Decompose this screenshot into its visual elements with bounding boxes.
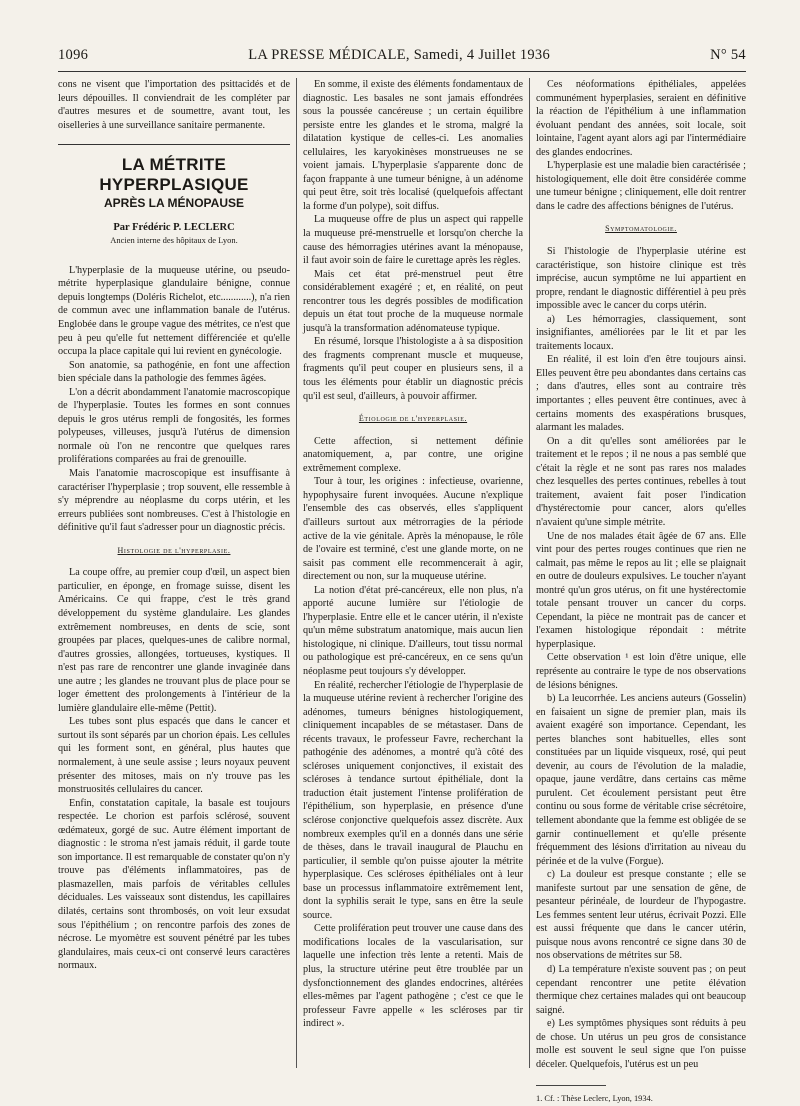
footnote: 1. Cf. : Thèse Leclerc, Lyon, 1934. [536,1094,653,1104]
paragraph: Cette observation ¹ est loin d'être unique, elle représente au contraire le type de nos observations de lésions bénignes. [536,652,746,691]
article-author: Par Frédéric P. LECLERC [113,221,235,233]
section-heading: Symptomatologie. [605,224,677,234]
paragraph: Enfin, constatation capitale, la basale est toujours respectée. Le chorion est parfois sclérosé, souvent œdémateux, gorgé de suc. Autre élément important de diagnostic : le stroma n'est jamais réduit, il garde toute son importance. Il est remarquable de constater qu'on n'y trouve pas d'éléments inflammatoires, pas de plasmazellen, mais parfois de véritables cellules déciduales. Les vaisseaux sont distendus, les capillaires dilatés, certains sont thrombosés, on voit leur exsudat sous l'épithélium ; on rencontre parfois des zones de nécrose. Le myomètre est souvent pénétré par les tubes glandulaires, mais ceux-ci ont conservé leurs caractères normaux. [58,797,290,972]
paragraph: Les tubes sont plus espacés que dans le cancer et surtout ils sont séparés par un chorion épais. Les cellules qui les forment sont, en général, plus hautes que normalement, à une seule assise ; leurs noyaux peuvent présenter des mitoses, mais on n'y trouve pas les monstruosités cellulaires du cancer. [58,716,290,796]
paragraph: En résumé, lorsque l'histologiste a à sa disposition des fragments comprenant muscle et muqueuse, fragments qu'il peut couper en plusieurs sens, il a tous les éléments pour établir un diagnostic précis qu'il est seul, d'ailleurs, à pouvoir affirmer. [303,336,523,402]
paragraph: Cette affection, si nettement définie anatomiquement, a, par contre, une origine extrêmement complexe. [303,435,523,474]
paragraph: La notion d'état pré-cancéreux, elle non plus, n'a apporté aucune lumière sur l'étiologie de l'hyperplasie. Entre elle et le cancer utérin, il n'existe qu'un même substratum anatomique, mais aucun lien histologique, ni clinique. D'ailleurs, tout tissu normal ou pathologique est pré-cancéreux, en ce sens qu'un néoplasme peut toujours s'y développer. [303,584,523,677]
paragraph: Son anatomie, sa pathogénie, en font une affection bien spéciale dans la pathologie des femmes âgées. [58,359,290,385]
paragraph: On a dit qu'elles sont améliorées par le traitement et le repos ; il ne nous a pas semblé que c'était la règle et ne sont pas rares nos malades chez lesquelles des pertes continues, rebelles à tout traitement, avaient fait poser l'indication d'hystérectomie pour cancer, alors qu'elles n'avaient qu'une simple métrite. [536,435,746,528]
paragraph: d) La température n'existe souvent pas ; on peut cependant rencontrer une petite élévation thermique chez certaines malades qui ont beaucoup saigné. [536,964,746,1016]
paragraph: La muqueuse offre de plus un aspect qui rappelle la muqueuse pré-menstruelle et lorsqu'on cherche la cause des hémorragies utérines avant la ménopause, il faut avoir soin de faire le curettage après les règles. [303,214,523,267]
article-title: LA MÉTRITE HYPERPLASIQUE [99,155,249,195]
column-1 [58,78,290,973]
paragraph: b) La leucorrhée. Les anciens auteurs (Gosselin) en faisaient un signe de premier plan, mais ils avaient exagéré son importance. Cependant, les pertes blanches sont habituelles, elles sont constituées par un liquide visqueux, rosé, qui peut devenir, au cours de l'évolution de la maladie, opaque, jaune verdâtre, dans certains cas même purulent. Cet écoulement persistant peut être continu ou sous forme de véritable crise sécrétoire, tellement abondante que la femme est obligée de se garnir continuellement et qu'elle présente fréquemment des lésions d'irritation au niveau du périnée et de la vulve (Forgue). [536,693,746,867]
paragraph: Cette prolifération peut trouver une cause dans des modifications locales de la vascularisation, sur laquelle une infection très lente a retenti. Mais de plus, la structure utérine peut être troublée par un dysfonctionnement des glandes endocrines, altérées elles-mêmes par l'agent pathogène ; c'est ce que le professeur Favre appelle « les scléroses par tir indirect ». [303,923,523,1030]
issue-number: N° 54 [710,47,746,63]
column-2 [303,78,523,1031]
header-rule [58,71,746,72]
paragraph: Ces néoformations épithéliales, appelées communément hyperplasies, seraient en définitive la réaction de l'épithélium à une inflammation évoluant pendant des années, soit locale, soit lointaine, l'agent ayant alors agi par l'intermédiaire des glandes endocrines. [536,79,746,158]
author-affiliation: Ancien interne des hôpitaux de Lyon. [110,235,238,246]
column-divider [296,78,297,1068]
paragraph: a) Les hémorragies, classiquement, sont insignifiantes, améliorées par le lit et par les traitements locaux. [536,313,746,352]
column-3 [536,78,746,1106]
paragraph: Si l'histologie de l'hyperplasie utérine est caractéristique, son histoire clinique est très imprécise, aucun symptôme ne lui appartient en propre, rendant le diagnostic différentiel à peu près impossible avec le cancer du corps utérin. [536,246,746,312]
paragraph: La coupe offre, au premier coup d'œil, un aspect bien particulier, en éponge, en fromage suisse, disent les Américains. Ce qui frappe, c'est le très grand développement du système glandulaire. Les glandes extrêmement nombreuses, en dents de scie, sont groupées par places, quelques-unes de calibre normal, d'autres grossies, allongées, tortueuses, kystiques. Il n'est pas rare de rencontrer une glande invaginée dans une autre ; les glandes ne trouvant plus de place pour se loger émettent des prolongements à l'intérieur de la lumière glandulaire elle-même (Pettit). [58,567,290,714]
column-divider [529,78,530,1068]
journal-title: LA PRESSE MÉDICALE, Samedi, 4 Juillet 1936 [248,47,551,63]
paragraph: L'on a décrit abondamment l'anatomie macroscopique de l'hyperplasie. Toutes les formes en sont connues depuis le gros utérus rempli de fongosités, les formes polypeuses, villeuses, jusqu'à l'utérus de dimension normale où l'on ne rencontre que quelques rares proliférations comparées au frai de grenouille. [58,386,290,466]
paragraph: Mais cet état pré-menstruel peut être considérablement exagéré ; et, en réalité, on peut rencontrer tous les degrés possibles de modification depuis un état tout proche de la muqueuse normale jusqu'à la transformation adénomateuse typique. [303,268,523,334]
paragraph: Tour à tour, les origines : infectieuse, ovarienne, hypophysaire furent invoquées. Aucune n'explique l'ensemble des cas observés, elles s'appliquent d'ailleurs surtout aux métrorragies de la période active de la vie génitale. Après la ménopause, le rôle de l'ovaire est terminé, c'est une glande morte, on ne saisit pas comment elle recommencerait à agir, directement ou non, sur la muqueuse utérine. [303,476,523,583]
footnote-separator [536,1085,606,1086]
paragraph: cons ne visent que l'importation des psittacidés et de leurs dépouilles. Il conviendrait de les compléter par d'autres mesures et de soumettre, avant tout, les oiselleries à une surveillance sanitaire permanente. [58,79,290,131]
section-heading: Étiologie de l'hyperplasie. [358,414,468,424]
paragraph: L'hyperplasie de la muqueuse utérine, ou pseudo-métrite hyperplasique glandulaire bénigne, connue depuis longtemps (Doléris Richelot, etc............), n'a rien de commun avec une inflammation banale de l'utérus. Englobée dans le groupe vague des métrites, ce n'est que peu à peu qu'elle fut nettement différenciée et qu'elle occupa la place capitale qui lui revient en gynécologie. [58,264,290,358]
page-number: 1096 [58,47,89,63]
paragraph: c) La douleur est presque constante ; elle se manifeste surtout par une sensation de gêne, de pesanteur périnéale, de lourdeur de l'hypogastre. Les femmes sentent leur utérus, écrivait Pozzi. Elle est aussi fréquente que dans le cancer utérin, puisque nous avons rencontré ce signe dans 30 de nos observations de métrites sur 58. [536,869,746,962]
paragraph: En somme, il existe des éléments fondamentaux de diagnostic. Les basales ne sont jamais effondrées sous la poussée cancéreuse ; un certain équilibre persiste entre les glandes et le stroma, malgré la dilatation kystique de celles-ci. Les anomalies cellulaires, les karyokinèses monstrueuses ne se voient jamais. L'hyperplasie s'apparente donc de façon frappante à une tumeur bénigne, à un adénome qui peut être, soit très localisé (quelquefois affectant la forme d'un polype), soit diffus. [303,79,523,212]
article-separator [58,144,290,145]
paragraph: L'hyperplasie est une maladie bien caractérisée ; histologiquement, elle doit être considérée comme une tumeur bénigne ; cliniquement, elle doit rentrer dans le cadre des affections bénignes de l'utérus. [536,160,746,212]
paragraph: e) Les symptômes physiques sont réduits à peu de chose. Un utérus un peu gros de consistance molle est souvent le seul signe que l'on puisse déceler. Quelquefois, l'utérus est un peu [536,1018,746,1070]
paragraph: En réalité, il est loin d'en être toujours ainsi. Elles peuvent être peu abondantes dans certains cas ; dans d'autres, elles sont au contraire très importantes ; elles peuvent être continues, avec à certains moments des exaspérations brusques, alarmant les malades. [536,354,746,434]
article-subtitle: APRÈS LA MÉNOPAUSE [103,196,244,211]
paragraph: Une de nos malades était âgée de 67 ans. Elle vint pour des pertes rouges continues que rien ne calmait, pas même le repos au lit ; elle se plaignait en outre de douleurs expulsives. Le toucher n'ayant montré qu'un gros utérus, on fit une hystérectomie totale pensant trouver un cancer du corps. Cependant, la pièce ne montrait pas de cancer et l'examen histologique répondait : métrite hyperplasique. [536,530,746,650]
section-heading: Histologie de l'hyperplasie. [117,545,231,555]
paragraph: Mais l'anatomie macroscopique est insuffisante à caractériser l'hyperplasie ; trop souvent, elle ressemble à s'y méprendre au néoplasme du corps utérin, et les erreurs publiées sont nombreuses. C'est à l'histologie en définitive qu'il faut s'adresser pour un diagnostic précis. [58,468,290,534]
paragraph: En réalité, rechercher l'étiologie de l'hyperplasie de la muqueuse utérine revient à rechercher l'origine des adénomes, tumeurs bénignes histologiquement, cliniquement incapables de se métastaser. Dans de récents travaux, le professeur Favre, recherchant la pathogénie des adénomes, a montré qu'à côté des scléroses uniquement conjonctives, il existait des scléroses à tendance surtout épithéliale, dont la traduction était justement l'intense prolifération de l'épithélium, son hyperplasie, en présence d'une sclérose conjonctive quelquefois assez discrète. Aux nombreux exemples qu'il en a donnés dans une série de thèses, dans le travail inaugural de Plauchu en particulier, il semble qu'on puisse ajouter la métrite hyperplasique. Ces scléroses épithéliales ont à leur base un processus inflammatoire extrêmement lent, dont la syphilis serait le type, sans en être la seule source. [303,679,523,921]
running-header [58,47,746,64]
